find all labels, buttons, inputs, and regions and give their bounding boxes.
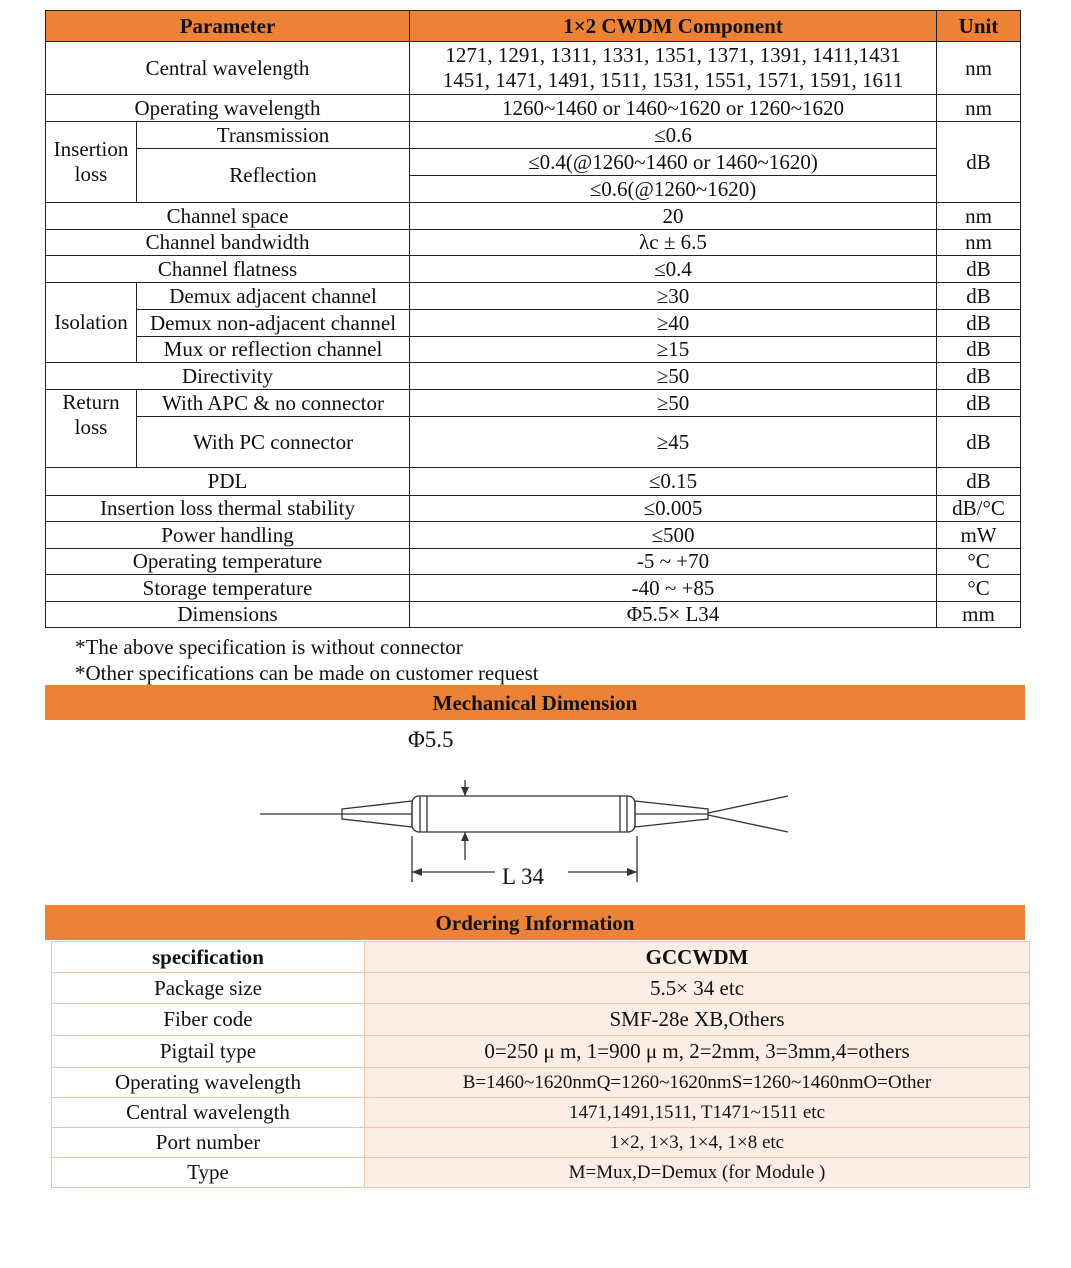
op-temp-label: Operating temperature (46, 549, 410, 575)
return-loss-value-2: ≥45 (410, 417, 937, 468)
ordering-table (51, 941, 1030, 1188)
row-isolation-3 (46, 337, 1021, 363)
row-operating-wavelength (46, 95, 1021, 122)
channel-flatness-label: Channel flatness (46, 256, 410, 283)
length-label: L 34 (502, 864, 544, 889)
mechanical-title: Mechanical Dimension (45, 685, 1025, 720)
row-reflection-1 (46, 149, 1021, 176)
st-temp-value: -40 ~ +85 (410, 575, 937, 602)
channel-flatness-unit: dB (937, 256, 1021, 283)
row-pdl (46, 468, 1021, 496)
reflection-value-1: ≤0.4(@1260~1460 or 1460~1620) (410, 149, 937, 176)
row-thermal (46, 496, 1021, 522)
central-wavelength-line2: 1451, 1471, 1491, 1511, 1531, 1551, 1571, 1591, 1611 (442, 68, 904, 92)
return-loss-value-1: ≥50 (410, 390, 937, 417)
ordering-row-fiber-code (52, 1004, 1030, 1036)
power-label: Power handling (46, 522, 410, 549)
row-transmission (46, 122, 1021, 149)
reflection-label: Reflection (137, 149, 410, 203)
spec-table (45, 10, 1021, 628)
st-temp-unit: °C (937, 575, 1021, 602)
transmission-label: Transmission (137, 122, 410, 149)
dimensions-value: Φ5.5× L34 (410, 602, 937, 628)
ordering-title: Ordering Information (45, 905, 1025, 940)
op-temp-unit: °C (937, 549, 1021, 575)
ordering-row-operating-wavelength (52, 1068, 1030, 1098)
ordering-value-type: M=Mux,D=Demux (for Module ) (365, 1158, 1030, 1188)
return-loss-unit-2: dB (937, 417, 1021, 468)
ordering-row-package-size (52, 973, 1030, 1004)
tube-body (412, 796, 635, 832)
isolation-value-1: ≥30 (410, 283, 937, 310)
ordering-label-central-wavelength: Central wavelength (52, 1098, 365, 1128)
ordering-label-package-size: Package size (52, 973, 365, 1004)
power-value: ≤500 (410, 522, 937, 549)
row-op-temp (46, 549, 1021, 575)
ordering-row-specification (52, 942, 1030, 973)
channel-space-value: 20 (410, 203, 937, 230)
return-loss-label-2: With PC connector (137, 417, 410, 468)
pdl-unit: dB (937, 468, 1021, 496)
ordering-row-central-wavelength (52, 1098, 1030, 1128)
ordering-row-port-number (52, 1128, 1030, 1158)
row-central-wavelength (46, 42, 1021, 95)
ordering-label-operating-wavelength: Operating wavelength (52, 1068, 365, 1098)
thermal-unit: dB/°C (937, 496, 1021, 522)
channel-flatness-value: ≤0.4 (410, 256, 937, 283)
note-1: *The above specification is without connector (75, 635, 463, 659)
channel-bandwidth-label: Channel bandwidth (46, 230, 410, 256)
thermal-label: Insertion loss thermal stability (46, 496, 410, 522)
dimensions-unit: mm (937, 602, 1021, 628)
ordering-value-pigtail-type: 0=250 μ m, 1=900 μ m, 2=2mm, 3=3mm,4=others (365, 1036, 1030, 1068)
operating-wavelength-value: 1260~1460 or 1460~1620 or 1260~1620 (410, 95, 937, 122)
dimensions-label: Dimensions (46, 602, 410, 628)
isolation-label-3: Mux or reflection channel (137, 337, 410, 363)
ordering-row-pigtail-type (52, 1036, 1030, 1068)
op-temp-value: -5 ~ +70 (410, 549, 937, 575)
central-wavelength-value (410, 42, 937, 95)
operating-wavelength-label: Operating wavelength (46, 95, 410, 122)
ordering-value-specification: GCCWDM (365, 942, 1030, 973)
ordering-value-port-number: 1×2, 1×3, 1×4, 1×8 etc (365, 1128, 1030, 1158)
directivity-value: ≥50 (410, 363, 937, 390)
output-fiber-2 (708, 815, 788, 832)
row-isolation-2 (46, 310, 1021, 337)
operating-wavelength-unit: nm (937, 95, 1021, 122)
row-channel-flatness (46, 256, 1021, 283)
central-wavelength-label: Central wavelength (46, 42, 410, 95)
ordering-label-pigtail-type: Pigtail type (52, 1036, 365, 1068)
header-unit: Unit (937, 11, 1021, 42)
st-temp-label: Storage temperature (46, 575, 410, 602)
isolation-label-2: Demux non-adjacent channel (137, 310, 410, 337)
ordering-row-type (52, 1158, 1030, 1188)
row-power (46, 522, 1021, 549)
row-isolation-1 (46, 283, 1021, 310)
isolation-unit-2: dB (937, 310, 1021, 337)
row-channel-space (46, 203, 1021, 230)
thermal-value: ≤0.005 (410, 496, 937, 522)
channel-space-label: Channel space (46, 203, 410, 230)
directivity-label: Directivity (46, 363, 410, 390)
diameter-label: Φ5.5 (408, 727, 454, 752)
output-fiber-1 (708, 796, 788, 813)
return-loss-label-1: With APC & no connector (137, 390, 410, 417)
isolation-label-1: Demux adjacent channel (137, 283, 410, 310)
spec-header-row (46, 11, 1021, 42)
ordering-value-central-wavelength: 1471,1491,1511, T1471~1511 etc (365, 1098, 1030, 1128)
ordering-value-operating-wavelength: B=1460~1620nmQ=1260~1620nmS=1260~1460nmO=Other (365, 1068, 1030, 1098)
isolation-value-2: ≥40 (410, 310, 937, 337)
ordering-label-specification: specification (52, 942, 365, 973)
central-wavelength-line1: 1271, 1291, 1311, 1331, 1351, 1371, 1391, 1411,1431 (445, 43, 901, 67)
insertion-loss-unit: dB (937, 122, 1021, 203)
row-st-temp (46, 575, 1021, 602)
isolation-unit-1: dB (937, 283, 1021, 310)
pdl-label: PDL (46, 468, 410, 496)
channel-bandwidth-value: λc ± 6.5 (410, 230, 937, 256)
central-wavelength-unit: nm (937, 42, 1021, 95)
row-return-loss-1 (46, 390, 1021, 417)
header-component: 1×2 CWDM Component (410, 11, 937, 42)
channel-space-unit: nm (937, 203, 1021, 230)
ordering-label-type: Type (52, 1158, 365, 1188)
insertion-loss-group: Insertion loss (46, 122, 137, 203)
return-loss-unit-1: dB (937, 390, 1021, 417)
isolation-value-3: ≥15 (410, 337, 937, 363)
header-parameter: Parameter (46, 11, 410, 42)
return-loss-group: Return loss (46, 390, 137, 468)
row-dimensions (46, 602, 1021, 628)
row-channel-bandwidth (46, 230, 1021, 256)
ordering-value-fiber-code: SMF-28e XB,Others (365, 1004, 1030, 1036)
isolation-unit-3: dB (937, 337, 1021, 363)
ordering-value-package-size: 5.5× 34 etc (365, 973, 1030, 1004)
note-2: *Other specifications can be made on customer request (75, 661, 539, 685)
pdl-value: ≤0.15 (410, 468, 937, 496)
row-directivity (46, 363, 1021, 390)
transmission-value: ≤0.6 (410, 122, 937, 149)
ordering-label-port-number: Port number (52, 1128, 365, 1158)
reflection-value-2: ≤0.6(@1260~1620) (410, 176, 937, 203)
row-return-loss-2 (46, 417, 1021, 468)
directivity-unit: dB (937, 363, 1021, 390)
isolation-group: Isolation (46, 283, 137, 363)
channel-bandwidth-unit: nm (937, 230, 1021, 256)
power-unit: mW (937, 522, 1021, 549)
ordering-label-fiber-code: Fiber code (52, 1004, 365, 1036)
